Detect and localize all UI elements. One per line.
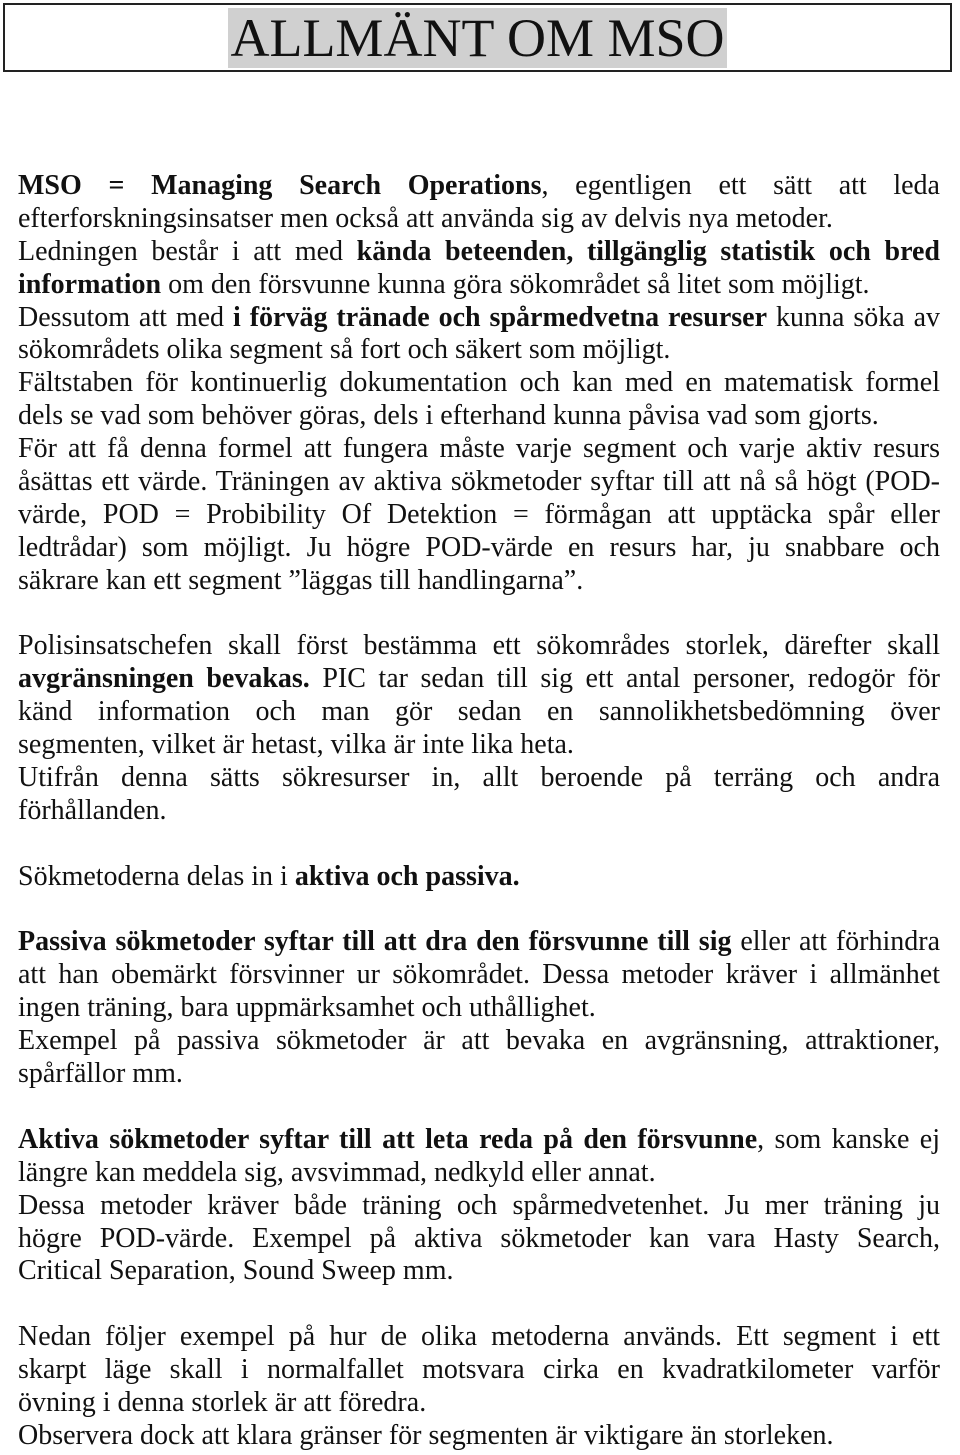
title-box [3, 3, 952, 72]
text-run: Dessa metoder kräver både träning och spårmedvetenhet. Ju mer träning ju [18, 1189, 940, 1221]
text-line [18, 1157, 940, 1190]
text-run: Polisinsatschefen skall först bestämma ett sökområdes storlek, därefter skall [18, 630, 940, 662]
section-passive-methods [18, 926, 940, 1090]
text-run: eller att förhindra [731, 926, 941, 958]
section-method-types [18, 861, 940, 894]
bold-text: information [18, 268, 162, 300]
text-line [18, 302, 940, 335]
text-line [18, 729, 940, 762]
text-line [18, 1025, 940, 1058]
text-run: kunna söka av [767, 301, 940, 333]
text-run: , egentligen ett sätt att leda [541, 170, 940, 201]
text-line [18, 565, 940, 598]
text-line [18, 367, 940, 400]
text-line [18, 1354, 940, 1387]
text-run: efterforskningsinsatser men också att använda sig av delvis nya metoder. [18, 202, 833, 234]
bold-text: MSO = Managing Search Operations [18, 170, 542, 201]
text-line [18, 269, 940, 302]
text-line [18, 663, 940, 696]
text-line [18, 1321, 940, 1354]
text-line [18, 203, 940, 236]
text-run: övning i denna storlek är att föredra. [18, 1386, 427, 1418]
text-run: Dessutom att med [18, 301, 233, 333]
bold-text: kända beteenden, tillgänglig statistik och bred [356, 235, 940, 267]
text-run: att han obemärkt försvinner ur sökområdet. Dessa metoder kräver i allmänhet [18, 959, 940, 991]
document-body [18, 170, 940, 1453]
text-run: dels se vad som behöver göras, dels i efterhand kunna påvisa vad som gjorts. [18, 400, 879, 432]
text-line [18, 1387, 940, 1420]
text-line [18, 1420, 940, 1453]
text-run: ledtrådar) som möjligt. Ju högre POD-värde en resurs har, ju snabbare och [18, 531, 940, 563]
text-run: sökområdets olika segment så fort och säkert som möjligt. [18, 334, 671, 366]
bold-text: Passiva sökmetoder syftar till att dra den försvunne till sig [18, 926, 732, 958]
text-line [18, 926, 940, 959]
text-run: åsättas ett värde. Träningen av aktiva sökmetoder syftar till att nå så högt (POD- [18, 466, 940, 498]
text-run: Utifrån denna sätts sökresurser in, allt beroende på terräng och andra [18, 762, 940, 794]
text-run: spårfällor mm. [18, 1058, 183, 1090]
text-line [18, 762, 940, 795]
text-run: Sökmetoderna delas in i [18, 860, 295, 892]
text-line [18, 992, 940, 1025]
text-line [18, 334, 940, 367]
text-line [18, 170, 940, 203]
text-run: skarpt läge skall i normalfallet motsvara cirka en kvadratkilometer varför [18, 1354, 940, 1386]
text-line [18, 499, 940, 532]
text-run: om den försvunne kunna göra sökområdet så litet som möjligt. [161, 268, 870, 300]
text-run: Nedan följer exempel på hur de olika metoderna används. Ett segment i ett [18, 1321, 940, 1353]
text-run: , som kanske ej [757, 1123, 940, 1155]
bold-text: i förväg tränade och spårmedvetna resurser [232, 301, 768, 333]
text-line [18, 959, 940, 992]
text-line [18, 630, 940, 663]
text-line [18, 696, 940, 729]
text-run: Exempel på passiva sökmetoder är att bevaka en avgränsning, attraktioner, [18, 1025, 940, 1057]
text-line [18, 1124, 940, 1157]
page-title: ALLMÄNT OM MSO [230, 7, 725, 68]
text-run: segmenten, vilket är hetast, vilka är inte lika heta. [18, 729, 574, 761]
text-run: känd information och man gör sedan en sannolikhetsbedömning över [18, 696, 940, 728]
section-segment-examples [18, 1321, 940, 1453]
text-line [18, 795, 940, 828]
text-run: Ledningen består i att med [18, 235, 357, 267]
bold-text: aktiva och passiva. [294, 860, 520, 892]
text-line [18, 466, 940, 499]
bold-text: avgränsningen bevakas. [18, 663, 310, 695]
text-line [18, 1190, 940, 1223]
text-line [18, 400, 940, 433]
text-line [18, 1223, 940, 1256]
text-run: säkrare kan ett segment ”läggas till handlingarna”. [18, 564, 584, 596]
text-line [18, 1255, 940, 1288]
section-active-methods [18, 1124, 940, 1288]
text-run: Fältstaben för kontinuerlig dokumentation och kan med en matematisk formel [18, 367, 940, 399]
text-line [18, 1058, 940, 1091]
text-run: PIC tar sedan till sig ett antal personer, redogör för [309, 663, 940, 695]
text-run: ingen träning, bara uppmärksamhet och uthållighet. [18, 992, 596, 1024]
text-line [18, 532, 940, 565]
text-run: Observera dock att klara gränser för segmenten är viktigare än storleken. [18, 1419, 834, 1451]
text-run: högre POD-värde. Exempel på aktiva sökmetoder kan vara Hasty Search, [18, 1222, 940, 1254]
text-run: värde, POD = Probibility Of Detektion = förmågan att upptäcka spår eller [18, 498, 940, 530]
text-line [18, 236, 940, 269]
section-mso-intro [18, 170, 940, 598]
text-run: För att få denna formel att fungera måste varje segment och varje aktiv resurs [18, 433, 940, 465]
text-run: förhållanden. [18, 794, 167, 826]
text-run: Critical Separation, Sound Sweep mm. [18, 1255, 454, 1287]
section-search-area [18, 630, 940, 827]
text-run: längre kan meddela sig, avsvimmad, nedkyld eller annat. [18, 1156, 656, 1188]
text-line [18, 861, 940, 894]
bold-text: Aktiva sökmetoder syftar till att leta reda på den försvunne [18, 1123, 758, 1155]
text-line [18, 433, 940, 466]
